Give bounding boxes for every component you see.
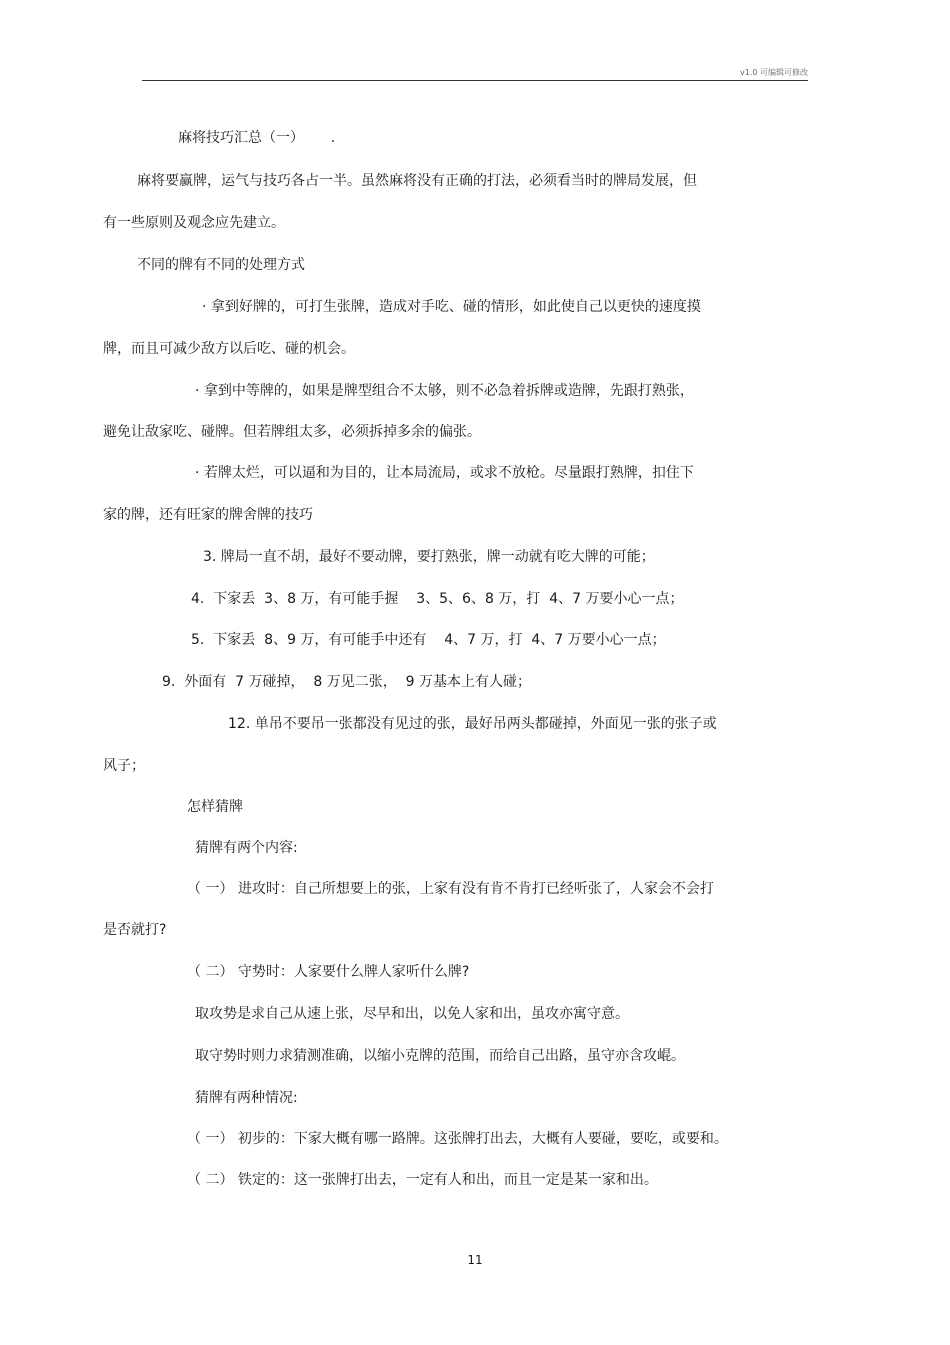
paragraph-line: · 拿到好牌的，可打生张牌，造成对手吃、碰的情形，如此使自己以更快的速度摸 [202, 299, 701, 315]
page-number: 11 [467, 1253, 483, 1267]
paragraph-line: （ 二） 铁定的：这一张牌打出去，一定有人和出，而且一定是某一家和出。 [187, 1172, 658, 1188]
paragraph-line: （ 二） 守势时：人家要什么牌人家听什么牌? [187, 964, 470, 980]
paragraph-line: 风子； [103, 758, 145, 774]
document-title: 麻将技巧汇总（一） . [178, 130, 336, 146]
section-heading: 怎样猜牌 [187, 799, 243, 815]
tip-item: 4. 下家丢 3、8 万，有可能手握 3、5、6、8 万，打 4、7 万要小心一点； [191, 591, 684, 607]
tip-item: 5. 下家丢 8、9 万，有可能手中还有 4、7 万，打 4、7 万要小心一点； [191, 632, 666, 648]
paragraph-line: 有一些原则及观念应先建立。 [103, 215, 285, 231]
paragraph-line: （ 一） 初步的：下家大概有哪一路牌。这张牌打出去，大概有人要碰，要吃，或要和。 [187, 1131, 728, 1147]
paragraph-line: 家的牌，还有旺家的牌舍牌的技巧 [103, 507, 313, 523]
paragraph-line: 取守势时则力求猜测准确，以缩小克牌的范围，而给自己出路，虽守亦含攻崐。 [195, 1048, 685, 1064]
tip-item: 3. 牌局一直不胡，最好不要动牌，要打熟张，牌一动就有吃大牌的可能； [203, 549, 655, 565]
header-rule [142, 80, 808, 81]
paragraph-line: 牌，而且可减少敌方以后吃、碰的机会。 [103, 341, 355, 357]
paragraph-line: 猜牌有两种情况: [195, 1090, 298, 1106]
section-heading: 不同的牌有不同的处理方式 [137, 257, 305, 273]
paragraph-line: 避免让敌家吃、碰牌。但若牌组太多，必须拆掉多余的偏张。 [103, 424, 481, 440]
paragraph-line: 是否就打? [103, 922, 167, 938]
paragraph-line: 取攻势是求自己从速上张，尽早和出，以免人家和出，虽攻亦寓守意。 [195, 1006, 629, 1022]
header-version-note: v1.0 可编辑可修改 [740, 68, 808, 77]
paragraph-line: 麻将要赢牌，运气与技巧各占一半。虽然麻将没有正确的打法，必须看当时的牌局发展，但 [137, 173, 697, 189]
tip-item: 12. 单吊不要吊一张都没有见过的张，最好吊两头都碰掉，外面见一张的张子或 [228, 716, 717, 732]
paragraph-line: · 拿到中等牌的，如果是牌型组合不太够，则不必急着拆牌或造牌，先跟打熟张， [195, 383, 694, 399]
paragraph-line: （ 一） 进攻时：自己所想要上的张，上家有没有肯不肯打已经听张了，人家会不会打 [187, 881, 714, 897]
paragraph-line: · 若牌太烂，可以逼和为目的，让本局流局，或求不放枪。尽量跟打熟牌，扣住下 [195, 465, 694, 481]
tip-item: 9. 外面有 7 万碰掉， 8 万见二张， 9 万基本上有人碰； [162, 674, 532, 690]
paragraph-line: 猜牌有两个内容: [195, 840, 298, 856]
